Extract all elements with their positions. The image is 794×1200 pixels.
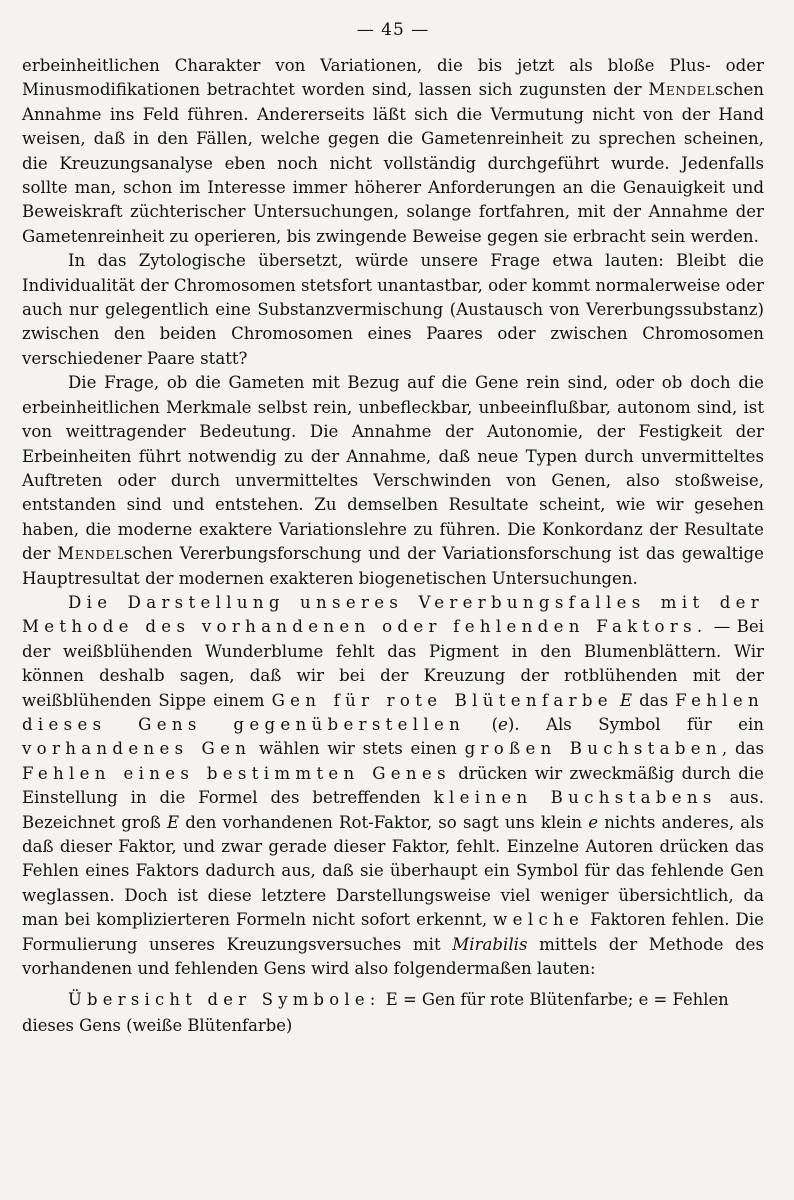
text-run: ( bbox=[465, 714, 499, 734]
symbol: E bbox=[167, 812, 180, 832]
text-run: mittels der Methode des vorhandenen und fehlenden Gens wird also folgendermaßen lauten: bbox=[22, 934, 764, 979]
text-run: E = Gen für rote Blütenfarbe; e = Fehlen dieses Gens (weiße Blütenfarbe) bbox=[22, 990, 729, 1036]
spaced-term: Fehlen dieses Gens gegenüberstellen bbox=[22, 690, 764, 734]
paragraph-3 bbox=[22, 371, 764, 591]
paragraph-5 bbox=[22, 987, 764, 1039]
text-run: den vorhandenen Rot-Faktor, so sagt uns klein bbox=[179, 812, 589, 832]
text-run: nichts anderes, als daß dieser Faktor, und zwar gerade dieser Faktor, fehlt. Einzelne Autoren drücken das Fehlen eines Faktors dadurch aus, daß sie überhaupt ein Symbol für das fehlende Gen weglassen. Doch ist diese letztere Darstellungsweise viel weniger übersichtlich, da man bei komplizierteren Formeln nicht sofort erkennt, bbox=[22, 812, 765, 930]
text-run: wählen wir stets einen bbox=[251, 739, 465, 759]
spaced-term: großen Buchstaben bbox=[464, 739, 722, 759]
author-name: Mendel bbox=[57, 544, 124, 564]
body-text bbox=[22, 54, 764, 981]
spaced-term: vorhandenes Gen bbox=[22, 739, 252, 759]
text-run: drücken wir zweckmäßig durch die Einstellung in die Formel des betreffenden bbox=[22, 763, 764, 808]
paragraph-1 bbox=[22, 54, 764, 249]
symbol: e bbox=[588, 812, 599, 832]
spaced-term: kleinen Buchstabens bbox=[433, 788, 717, 808]
spaced-term: welche bbox=[493, 910, 585, 930]
section-heading: Die Darstellung unseres Vererbungsfalles mit der Methode des vorhandenen oder fehlenden Faktors. bbox=[22, 592, 764, 637]
paragraph-4 bbox=[22, 591, 764, 982]
text-run: , das bbox=[721, 739, 764, 759]
page-number: — 45 — bbox=[356, 20, 430, 40]
symbol-overview bbox=[22, 987, 764, 1039]
text-run: schen Annahme ins Feld führen. Andererseits läßt sich die Vermutung nicht von der Hand weisen, daß in den Fällen, welche gegen die Gametenreinheit zu sprechen scheinen, die Kreuzungsanalyse eben noch nicht vollständig durchgeführt wurde. Jedenfalls sollte man, schon im Interesse immer höherer Anforderungen an die Genauigkeit und Beweiskraft züchterischer Untersuchungen, solange fortfahren, mit der Annahme der Gametenreinheit zu operieren, bis zwingende Beweise gegen sie erbracht sein werden. bbox=[22, 80, 764, 246]
text-run: — Bei der weißblühenden Wunderblume fehlt das Pigment in den Blumenblättern. Wir können deshalb sagen, daß wir bei der Kreuzung der rotblühenden mit der weißblühenden Sippe einem bbox=[22, 617, 764, 710]
spaced-term: Fehlen eines bestimmten Genes bbox=[22, 763, 451, 783]
text-run: Faktoren fehlen. Die Formulierung unseres Kreuzungsversuches mit bbox=[22, 910, 764, 954]
symbol: E bbox=[619, 690, 633, 710]
spaced-term: Übersicht der Symbole: bbox=[68, 990, 381, 1010]
text-run: schen Vererbungsforschung und der Variationsforschung ist das gewaltige Hauptresultat der modernen exakteren biogenetischen Untersuchungen. bbox=[22, 544, 764, 588]
symbol: e bbox=[498, 714, 508, 734]
paragraph-2: In das Zytologische übersetzt, würde unsere Frage etwa lauten: Bleibt die Individualität der Chromosomen stetsfort unantastbar, oder kommt normalerweise oder auch nur gelegentlich eine Substanzvermischung (Austausch von Vererbungssubstanz) zwischen den beiden Chromosomen eines Paares oder zwischen Chromosomen verschiedener Paare statt? bbox=[22, 251, 764, 368]
text-run: aus. Bezeichnet groß bbox=[22, 788, 764, 832]
text-run: ). Als Symbol für ein bbox=[507, 714, 764, 734]
text-run: das bbox=[632, 690, 676, 710]
text-run: Die Frage, ob die Gameten mit Bezug auf die Gene rein sind, oder ob doch die erbeinheitlichen Merkmale selbst rein, unbefleckbar, unbeeinflußbar, autonom sind, ist von weittragender Bedeutung. Die Annahme der Autonomie, der Festigkeit der Erbeinheiten führt notwendig zu der Annahme, daß neue Typen durch unvermitteltes Auftreten oder durch unvermitteltes Verschwinden von Genen, also stoßweise, entstanden sind und entstehen. Zu demselben Resultate scheint, wie wir gesehen haben, die moderne exaktere Variationslehre zu führen. Die Konkordanz der Resultate der bbox=[22, 373, 764, 564]
text-run: erbeinheitlichen Charakter von Variationen, die bis jetzt als bloße Plus- oder Minusmodifikationen betrachtet worden sind, lassen sich zugunsten der bbox=[22, 56, 764, 100]
spaced-term: Gen für rote Blütenfarbe bbox=[271, 690, 613, 710]
genus-name: Mirabilis bbox=[452, 934, 528, 954]
author-name: Mendel bbox=[648, 80, 715, 100]
